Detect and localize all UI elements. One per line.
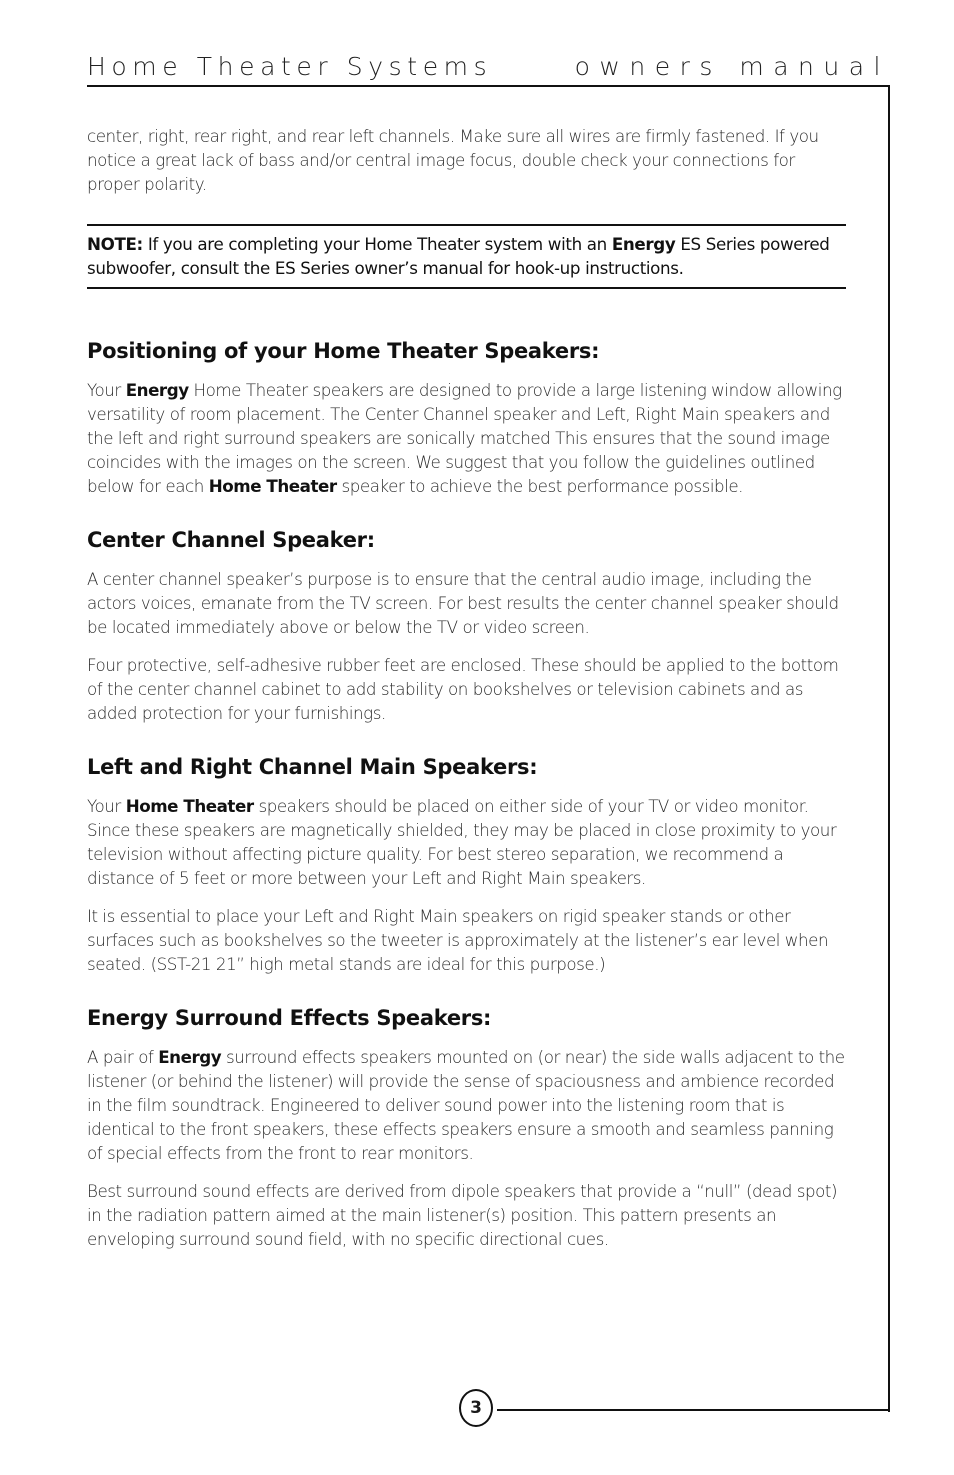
brand-name: Energy <box>611 234 676 254</box>
section-paragraph: Four protective, self-adhesive rubber feet are enclosed. These should be applied to the bottom of the center channel cabinet to add stability on bookshelves or television cabinets and as added protection for your furnishings. <box>87 655 839 723</box>
section-heading: Positioning of your Home Theater Speakers: <box>87 339 600 363</box>
note-box <box>87 224 846 289</box>
section-left-right-main <box>87 753 847 976</box>
section-paragraph: A center channel speaker’s purpose is to ensure that the central audio image, including the actors voices, emanate from the TV screen. For best results the center channel speaker should be located immediately above or below the TV or video screen. <box>87 569 839 637</box>
section-paragraph: Your Energy Home Theater speakers are designed to provide a large listening window allowing versatility of room placement. The Center Channel speaker and Left, Right Main speakers and the left and right surround speakers are sonically matched This ensures that the sound image coincides with the images on the screen. We suggest that you follow the guidelines outlined below for each Home Theater speaker to achieve the best performance possible. <box>87 380 842 496</box>
header-rule <box>87 85 890 87</box>
section-heading: Left and Right Channel Main Speakers: <box>87 755 538 779</box>
section-paragraph: Best surround sound effects are derived from dipole speakers that provide a “null” (dead spot) in the radiation pattern aimed at the main listener(s) position. This pattern presents an enveloping surround sound field, with no specific directional cues. <box>87 1181 838 1249</box>
note-label: NOTE: <box>87 234 143 254</box>
section-surround-effects <box>87 1004 847 1251</box>
header-title: Home Theater Systems <box>87 52 493 81</box>
footer-rule <box>497 1409 890 1411</box>
page-body <box>87 124 847 1279</box>
page-number: 3 <box>459 1389 493 1427</box>
section-paragraph: It is essential to place your Left and Right Main speakers on rigid speaker stands or other surfaces such as bookshelves so the tweeter is approximately at the listener’s ear level when seated. (SST-21 21” high metal stands are ideal for this purpose.) <box>87 906 829 974</box>
brand-name: Energy <box>158 1047 222 1067</box>
section-heading: Center Channel Speaker: <box>87 528 375 552</box>
product-name: Home Theater <box>208 476 337 496</box>
section-center-channel <box>87 526 847 725</box>
section-heading: Energy Surround Effects Speakers: <box>87 1006 492 1030</box>
section-positioning <box>87 337 847 498</box>
header-subtitle: owners manual <box>574 52 890 81</box>
product-name: Home Theater <box>125 796 254 816</box>
section-paragraph: Your Home Theater speakers should be placed on either side of your TV or video monitor. Since these speakers are magnetically shielded, they may be placed in close proximity to your television without affecting picture quality. For best stereo separation, we recommend a distance of 5 feet or more between your Left and Right Main speakers. <box>87 796 837 888</box>
page-frame-right <box>888 85 890 1412</box>
section-paragraph: A pair of Energy surround effects speakers mounted on (or near) the side walls adjacent to the listener (or behind the listener) will provide the sense of spaciousness and ambience recorded in the film soundtrack. Engineered to deliver sound power into the listening room that is identical to the front speakers, these effects speakers ensure a smooth and seamless panning of special effects from the front to rear monitors. <box>87 1047 845 1163</box>
intro-paragraph: center, right, rear right, and rear left channels. Make sure all wires are firmly fastened. If you notice a great lack of bass and/or central image focus, double check your connections for proper polarity. <box>87 126 819 194</box>
brand-name: Energy <box>125 380 189 400</box>
note-text: NOTE: If you are completing your Home Theater system with an Energy ES Series powered subwoofer, consult the ES Series owner’s manual for hook-up instructions. <box>87 234 830 278</box>
